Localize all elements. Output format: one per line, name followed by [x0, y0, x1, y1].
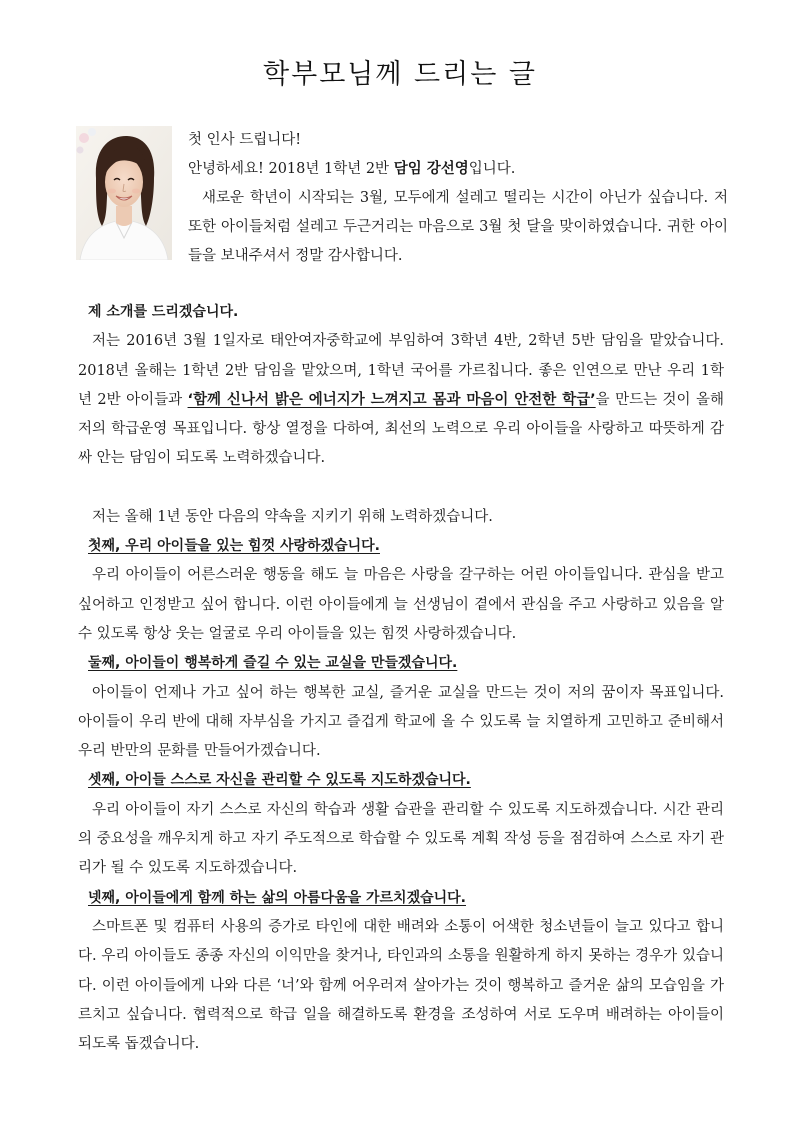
promise-text-3: 우리 아이들이 자기 스스로 자신의 학습과 생활 습관을 관리할 수 있도록 지도하겠습니다. 시간 관리의 중요성을 깨우치게 하고 자기 주도적으로 학습할 수 있도록 계획 작성 등을 점검하여 스스로 자기 관리가 될 수 있도록 지도하겠습니다.: [78, 801, 724, 877]
self-introduction-text-end: 을 만드는 것이 올해 저의 학급운영 목표입니다. 항상 열정을 다하여, 최선의 노력으로 우리 아이들을 사랑하고 따뜻하게 감싸 안는 담임이 되도록 노력하겠습니다.: [78, 391, 724, 467]
promise-heading-3: 셋째, 아이들 스스로 자신을 관리할 수 있도록 지도하겠습니다.: [88, 772, 471, 789]
promise-heading-4: 넷째, 아이들에게 함께 하는 삶의 아름다움을 가르치겠습니다.: [88, 889, 466, 906]
self-introduction-heading: 제 소개를 드리겠습니다.: [88, 304, 239, 320]
letter-body: [78, 298, 724, 1059]
greeting-line: 첫 인사 드립니다!: [188, 132, 302, 148]
spacer: [78, 474, 724, 503]
intro-paragraph: 새로운 학년이 시작되는 3월, 모두에게 설레고 떨리는 시간이 아닌가 싶습니다. 저 또한 아이들처럼 설레고 두근거리는 마음으로 3월 첫 달을 맞이하였습니다. 귀한 아이들을 보내주셔서 정말 감사합니다.: [188, 190, 728, 264]
teacher-portrait-image: [76, 126, 172, 260]
self-introduction-paragraph: [78, 327, 724, 473]
introduction-line: [188, 155, 728, 184]
introduction-end: 입니다.: [468, 161, 516, 177]
teacher-photo: [76, 126, 172, 260]
teacher-name: 담임 강선영: [393, 161, 469, 177]
promise-heading-2: 둘째, 아이들이 행복하게 즐길 수 있는 교실을 만들겠습니다.: [88, 655, 458, 672]
promise-text-2: 아이들이 언제나 가고 싶어 하는 행복한 교실, 즐거운 교실을 만드는 것이 저의 꿈이자 목표입니다. 아이들이 우리 반에 대해 자부심을 가지고 즐겁게 학교에 올 수 있도록 늘 치열하게 고민하고 준비해서 우리 반만의 문화를 만들어가겠습니다.: [78, 684, 724, 760]
promise-text-4: 스마트폰 및 컴퓨터 사용의 증가로 타인에 대한 배려와 소통이 어색한 청소년들이 늘고 있다고 합니다. 우리 아이들도 종종 자신의 이익만을 찾거나, 타인과의 소통을 원활하게 하지 못하는 경우가 있습니다. 이런 아이들에게 나와 다른 ‘너’와 함께 어우러져 살아가는 것이 행복하고 즐거운 삶의 모습임을 가르치고 싶습니다. 협력적으로 학급 일을 해결하도록 환경을 조성하여 서로 도우며 배려하는 아이들이 되도록 돕겠습니다.: [78, 918, 724, 1053]
promise-heading-1: 첫째, 우리 아이들을 있는 힘껏 사랑하겠습니다.: [88, 538, 380, 555]
page-title: 학부모님께 드리는 글: [263, 59, 537, 90]
promises-lead: 저는 올해 1년 동안 다음의 약속을 지키기 위해 노력하겠습니다.: [92, 508, 493, 525]
promise-text-1: 우리 아이들이 어른스러운 행동을 해도 늘 마음은 사랑을 갈구하는 어린 아이들입니다. 관심을 받고 싶어하고 인정받고 싶어 합니다. 이런 아이들에게 늘 선생님이 곁에서 관심을 주고 사랑하고 있음을 알 수 있도록 항상 웃는 얼굴로 우리 아이들을 있는 힘껏 사랑하겠습니다.: [78, 567, 724, 642]
self-introduction-text: 저는 2016년 3월 1일자로 태안여자중학교에 부임하여 3학년 4반, 2학년 5반 담임을 맡았습니다. 2018년 올해는 1학년 2반 담임을 맡았으며, 1학년 국어를 가르칩니다. 좋은 인연으로 만난 우리 1학년 2반 아이들과: [78, 333, 724, 408]
introduction-text: 안녕하세요! 2018년 1학년 2반: [188, 161, 394, 177]
intro-section: [188, 126, 728, 271]
class-goal-emphasis: ‘함께 신나서 밝은 에너지가 느껴지고 몸과 마음이 안전한 학급’: [187, 391, 596, 408]
